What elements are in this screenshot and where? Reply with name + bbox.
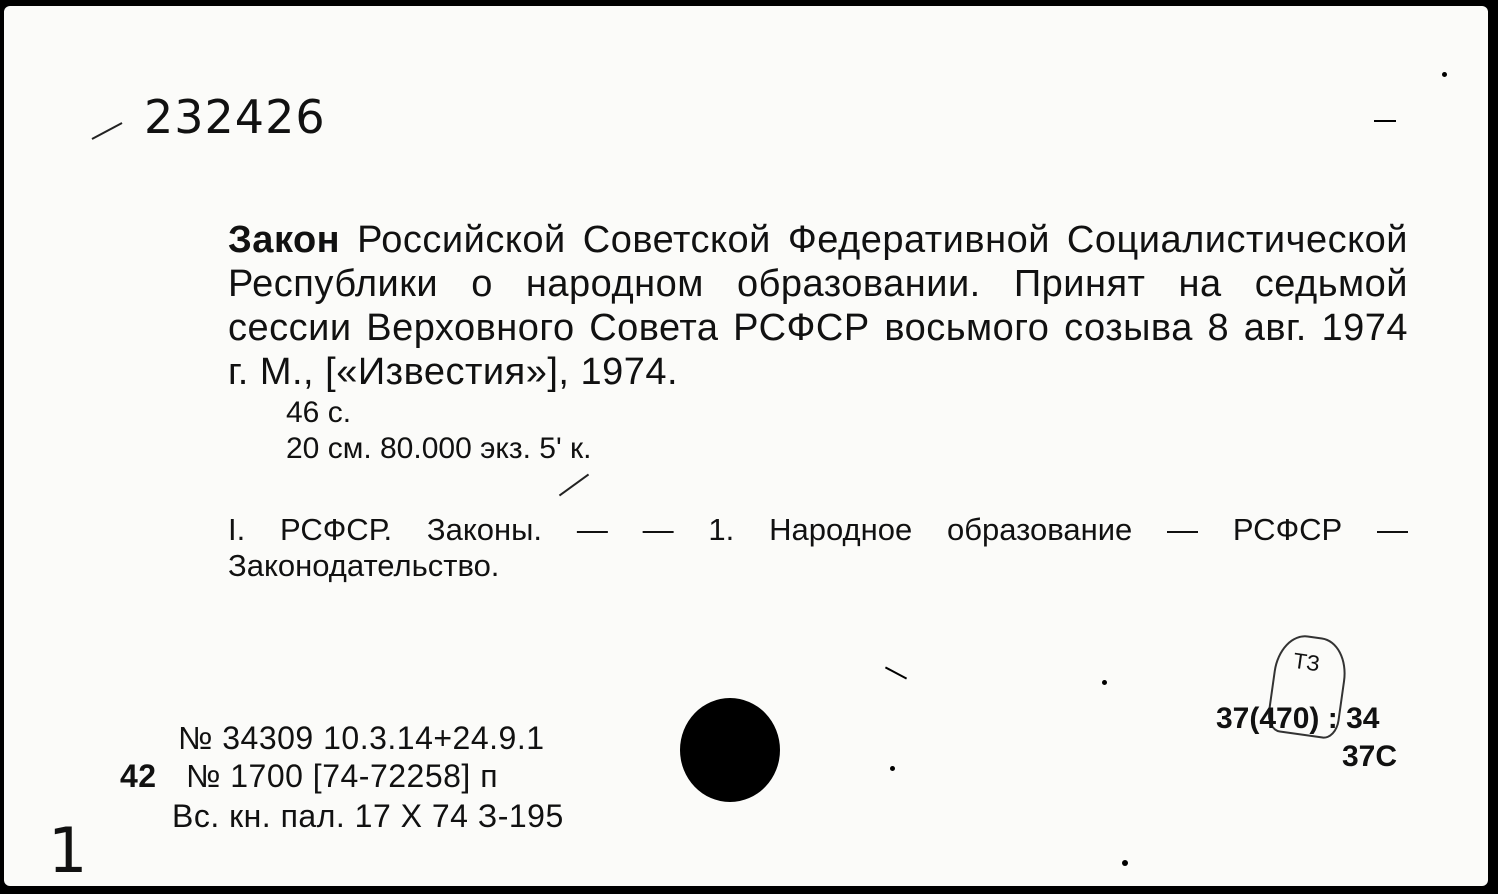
pencil-tick-mark — [92, 122, 123, 140]
classification-line-1: 37(470) : 34 — [1216, 702, 1380, 735]
speck — [1102, 680, 1107, 685]
classification-line-2: 37С — [1342, 740, 1398, 773]
registry-line-1: № 34309 10.3.14+24.9.1 — [178, 720, 545, 756]
speck — [1374, 120, 1396, 122]
classification-stamp: ТЗ — [1265, 631, 1350, 740]
description-text: Российской Советской Федеративной Социалистической Республики о народном образовании. Принят на седьмой сессии Верховного Совета РСФСР восьмого созыва 8 авг. 1974 г. М., [«Известия»], 1974. — [228, 219, 1408, 393]
description-bold-word: Закон — [228, 219, 341, 261]
format-line: 20 см. 80.000 экз. 5' к. — [286, 432, 592, 465]
speck — [885, 666, 907, 679]
catalog-card — [4, 6, 1488, 886]
page-count: 46 с. — [286, 396, 352, 429]
speck — [1442, 72, 1447, 77]
punch-hole — [680, 698, 780, 802]
inventory-number: 232426 — [144, 90, 326, 144]
speck — [1122, 860, 1128, 866]
pen-slash-mark — [559, 474, 589, 497]
registry-line-2-prefix: 42 — [120, 758, 157, 794]
speck — [890, 766, 895, 771]
registry-line-2: № 1700 [74-72258] п — [186, 758, 499, 794]
subject-headings: I. РСФСР. Законы. — — 1. Народное образование — РСФСР — Законодательство. — [228, 512, 1408, 583]
registry-line-3: Вс. кн. пал. 17 X 74 З-195 — [172, 798, 564, 834]
bibliographic-description — [228, 218, 1408, 394]
page-mark: 1 — [48, 814, 88, 886]
